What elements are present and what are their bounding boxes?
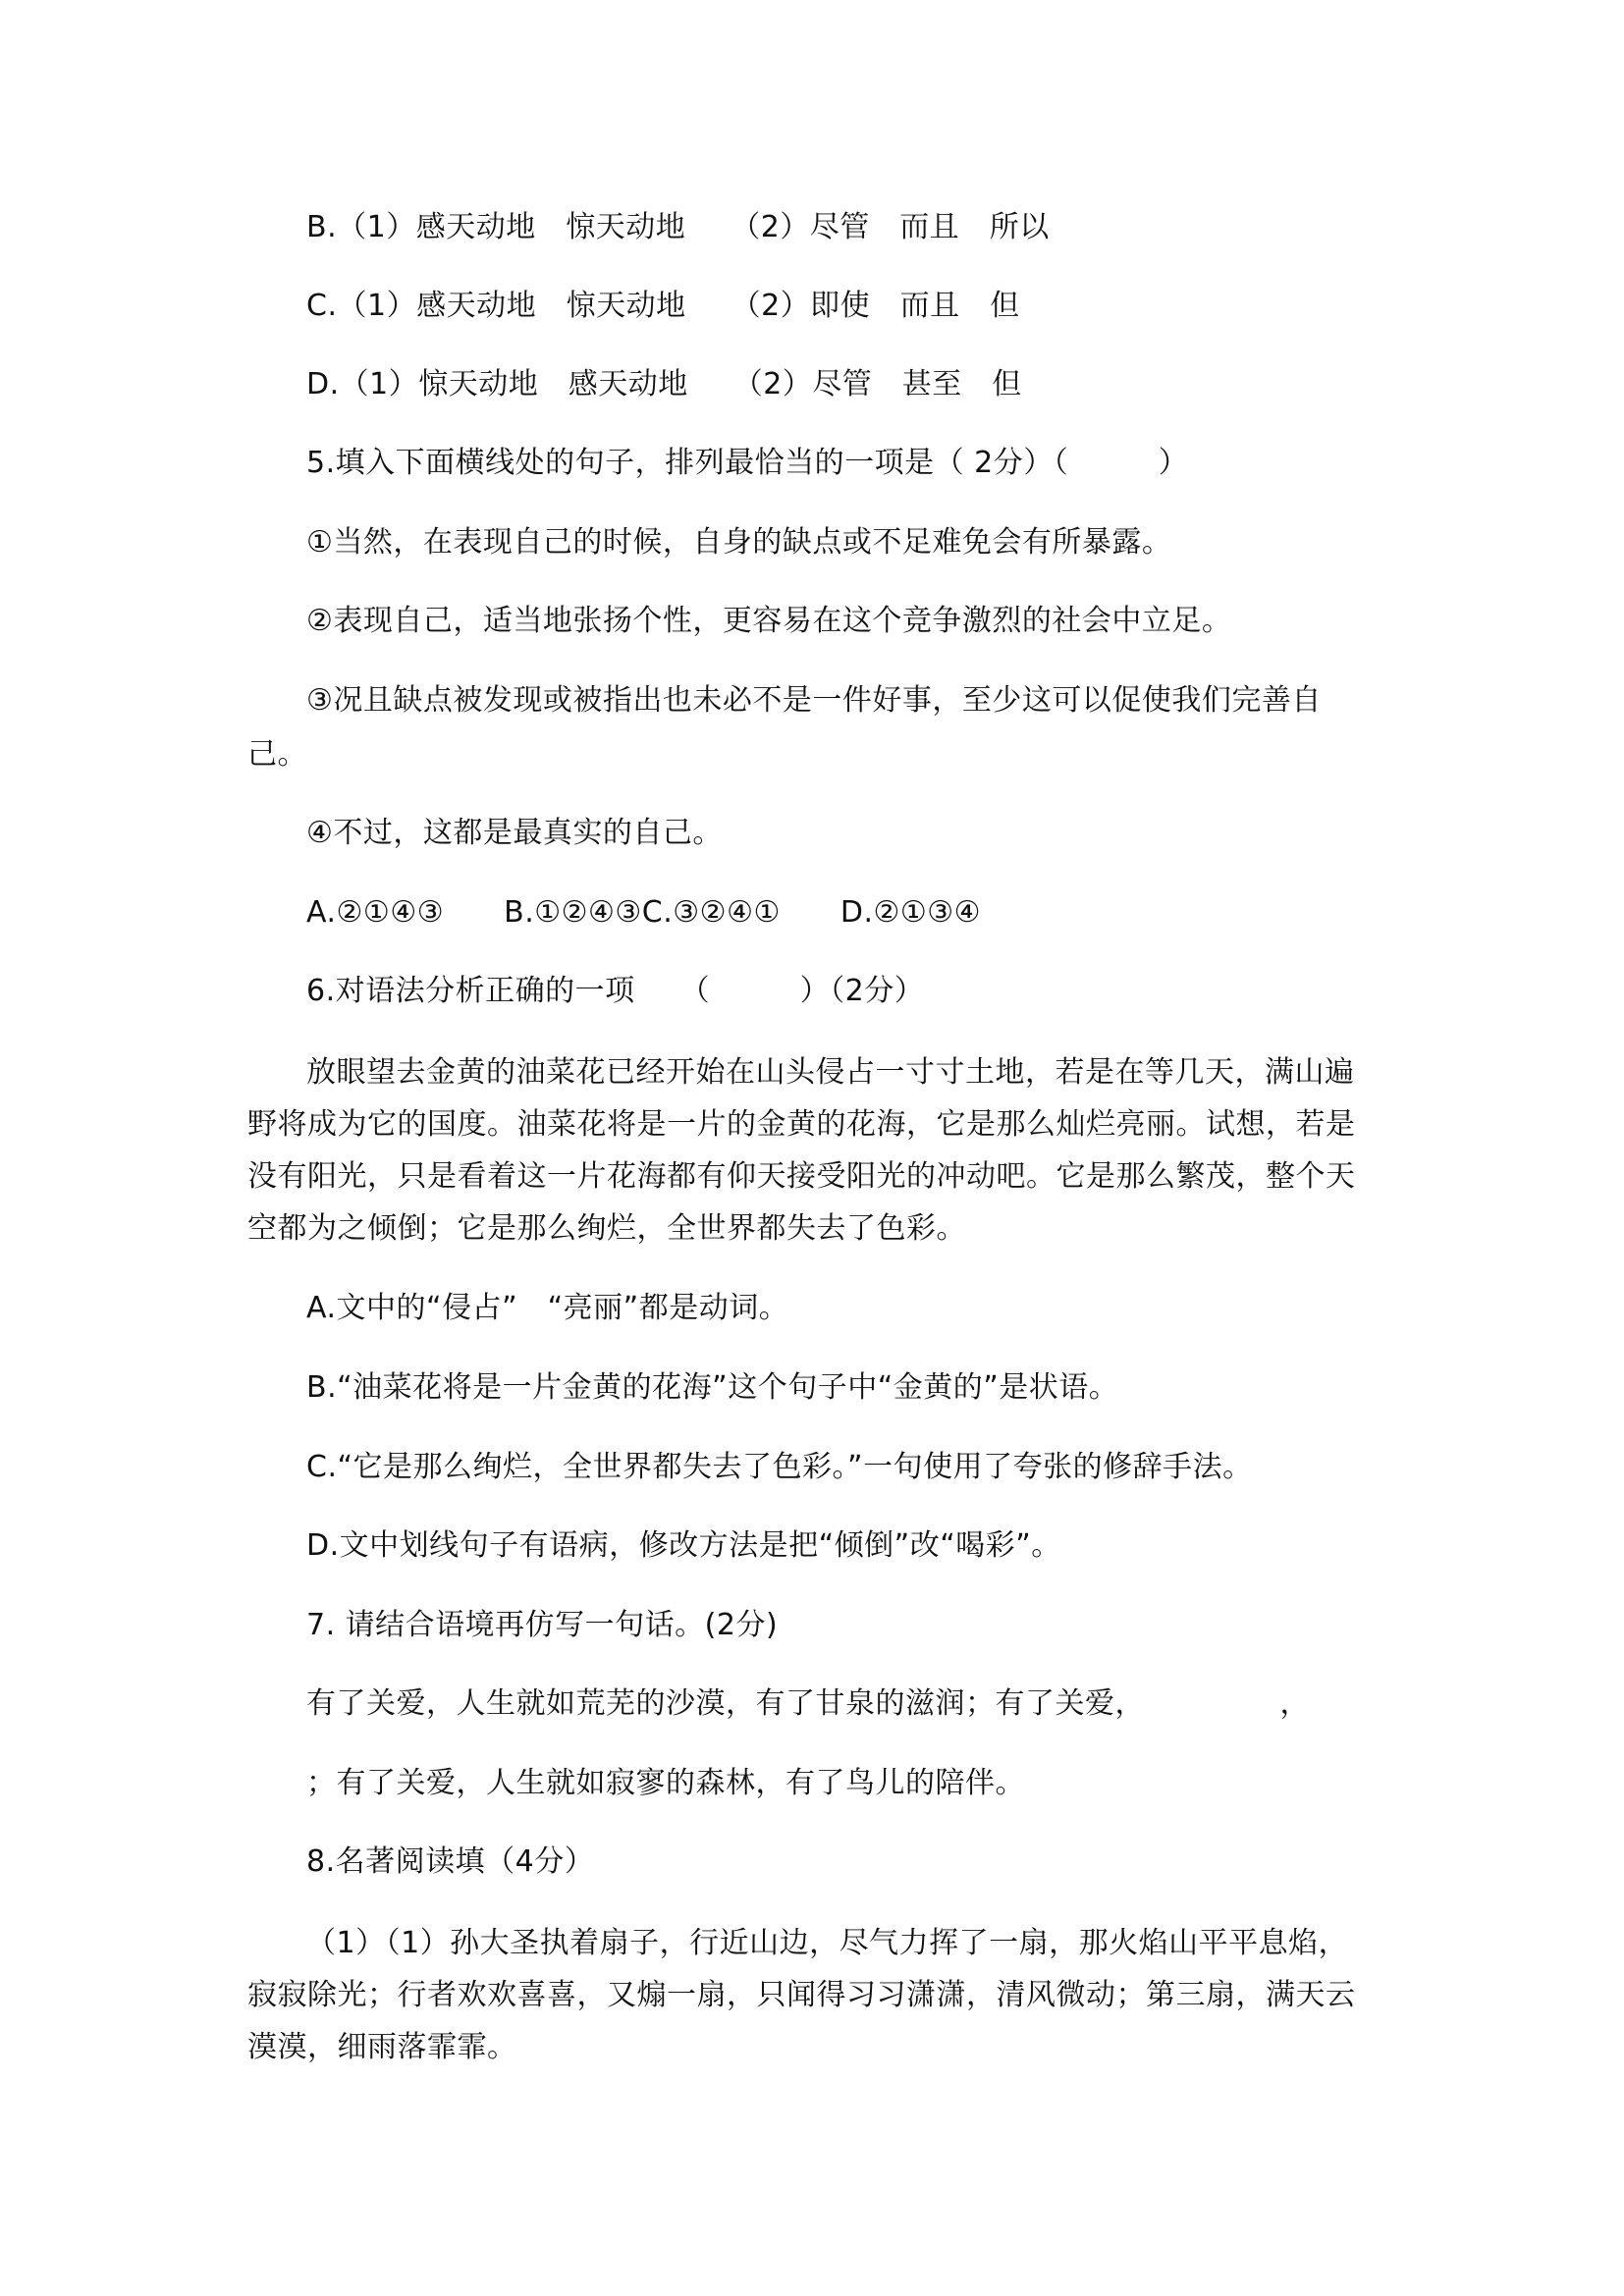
q7-line-2: ；有了关爱，人生就如寂寥的森林，有了鸟儿的陪伴。 — [306, 1766, 1025, 1800]
q4-option-d: D.（1）惊天动地 感天动地 （2）尽管 甚至 但 — [306, 367, 1022, 401]
q7-stem: 7. 请结合语境再仿写一句话。(2分) — [306, 1608, 779, 1642]
q6-option-a: A.文中的“侵占” “亮丽”都是动词。 — [306, 1291, 789, 1325]
q6-stem: 6.对语法分析正确的一项 （ ）（2分） — [306, 974, 925, 1008]
q5-sentence-3-line-2: 己。 — [247, 737, 307, 772]
q6-option-b: B.“油菜花将是一片金黄的花海”这个句子中“金黄的”是状语。 — [306, 1370, 1119, 1405]
q7-line-1: 有了关爱，人生就如荒芜的沙漠，有了甘泉的滋润；有了关爱， ， — [306, 1686, 1310, 1721]
q8-stem: 8.名著阅读填（4分） — [306, 1844, 595, 1879]
q4-option-c: C.（1）感天动地 惊天动地 （2）即使 而且 但 — [306, 289, 1020, 323]
q6-option-c: C.“它是那么绚烂，全世界都失去了色彩。”一句使用了夸张的修辞手法。 — [306, 1450, 1253, 1484]
q6-option-d: D.文中划线句子有语病，修改方法是把“倾倒”改“喝彩”。 — [306, 1528, 1061, 1563]
q5-options: A.②①④③ B.①②④③C.③②④① D.②①③④ — [306, 895, 982, 930]
q5-sentence-2: ②表现自己，适当地张扬个性，更容易在这个竞争激烈的社会中立足。 — [306, 604, 1232, 638]
q5-stem: 5.填入下面横线处的句子，排列最恰当的一项是（ 2分）（ ） — [306, 446, 1189, 480]
q5-sentence-4: ④不过，这都是最真实的自己。 — [306, 816, 723, 850]
q4-option-b: B.（1）感天动地 惊天动地 （2）尽管 而且 所以 — [306, 210, 1050, 244]
q6-passage: 放眼望去金黄的油菜花已经开始在山头侵占一寸寸土地，若是在等几天，满山遍野将成为它的国度。油菜花将是一片的金黄的花海，它是那么灿烂亮丽。试想，若是没有阳光，只是看着这一片花海都有仰天接受阳光的冲动吧。它是那么繁茂，整个天空都为之倾倒；它是那么绚烂，全世界都失去了色彩。 — [247, 1055, 1356, 1246]
q8-passage: （1）（1）孙大圣执着扇子，行近山边，尽气力挥了一扇，那火焰山平平息焰，寂寂除光；行者欢欢喜喜，又煽一扇，只闻得习习潇潇，清风微动；第三扇，满天云漠漠，细雨落霏霏。 — [247, 1926, 1356, 2064]
q5-sentence-3-line-1: ③况且缺点被发现或被指出也未必不是一件好事，至少这可以促使我们完善自 — [306, 683, 1322, 718]
q5-sentence-1: ①当然，在表现自己的时候，自身的缺点或不足难免会有所暴露。 — [306, 525, 1172, 560]
